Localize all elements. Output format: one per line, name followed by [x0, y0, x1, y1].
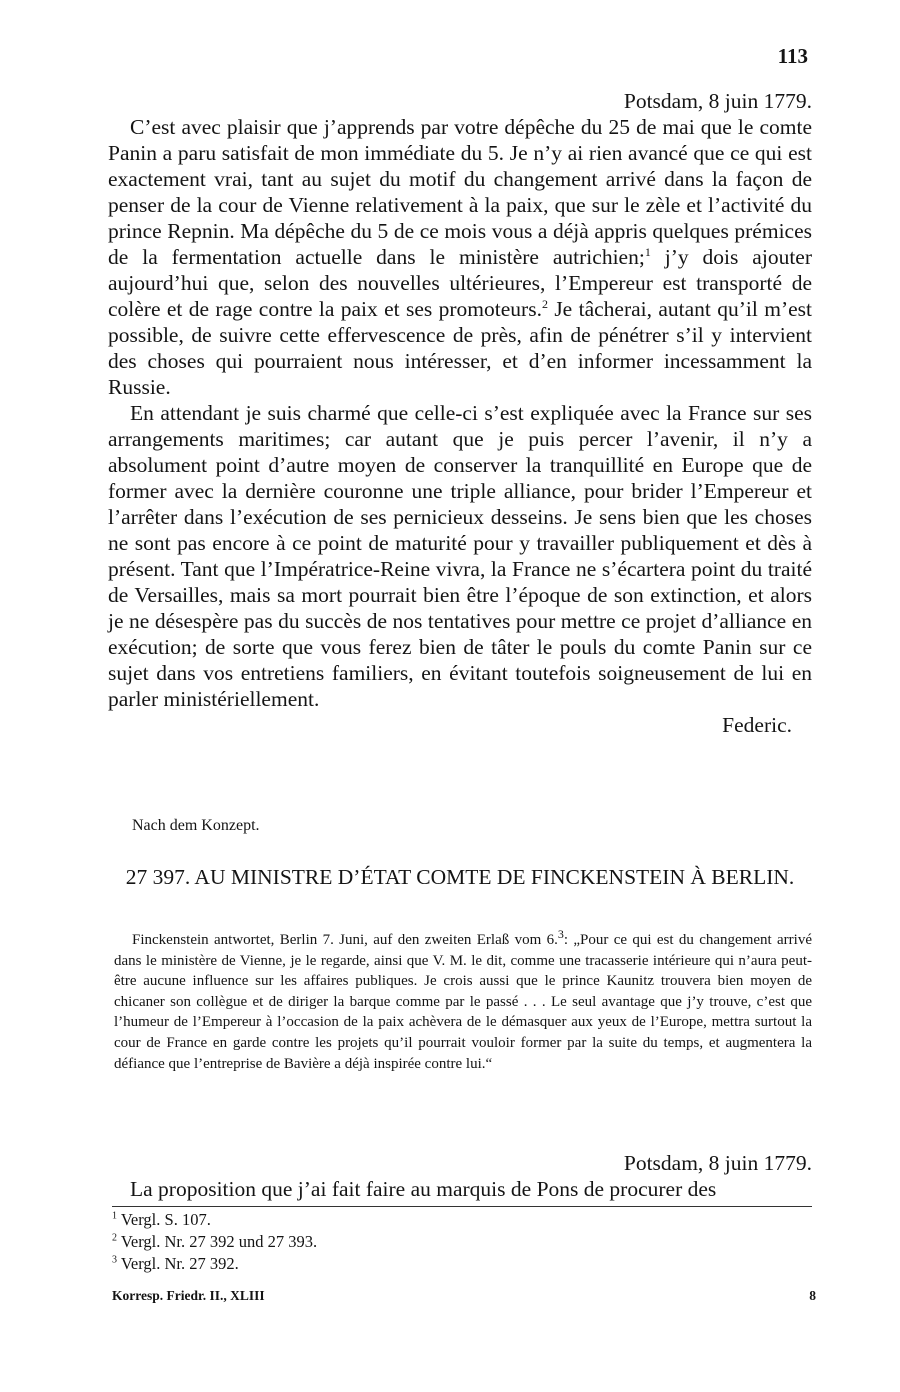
- source-note: Nach dem Konzept.: [132, 817, 260, 834]
- letter-one: [108, 88, 812, 738]
- letter-title: AU MINISTRE D’ÉTAT COMTE DE FINCKENSTEIN À BERLIN.: [194, 865, 795, 889]
- footnote-3: [112, 1253, 317, 1275]
- footnote-mark: 3: [112, 1254, 117, 1266]
- letter-number: 27 397.: [125, 865, 191, 889]
- letter-heading: [108, 864, 812, 890]
- footnote-text: Vergl. Nr. 27 392 und 27 393.: [120, 1232, 318, 1251]
- paragraph-text: C’est avec plaisir que j’apprends par votre dépêche du 25 de mai que le comte Panin a paru satisfait de mon immédiate du 5. Je n’y ai rien avancé que ce qui est exactement vrai, tant au sujet du motif du changement arrivé dans la façon de penser de la cour de Vienne relativement à la paix, que sur le zèle et l’activité du prince Repnin. Ma dépêche du 5 de ce mois vous a déjà appris quelques prémices de la fermentation actuelle dans le ministère autrichien;: [108, 115, 812, 269]
- footnote-ref-1: 1: [644, 244, 651, 259]
- letter-two-dateline: Potsdam, 8 juin 1779.: [623, 1151, 812, 1175]
- footnote-ref-2: 2: [541, 296, 548, 311]
- footnote-rule: [112, 1206, 812, 1207]
- page-number: 113: [777, 44, 808, 68]
- footnotes: [112, 1209, 317, 1275]
- letter-two-first-line: La proposition que j’ai fait faire au marquis de Pons de procurer des: [130, 1177, 717, 1201]
- summary-text: : „Pour ce qui est du changement arrivé dans le ministère de Vienne, je le regarde, ainsi que V. M. le dit, comme une tracasserie intérieure qui n’aura peut-être aucune influence sur les affaires publiques. Je crois aussi que le prince Kaunitz trouvera bien moyen de chicaner son collègue et de diriger la barque comme par le passé . . . Le seul avantage que j’y trouve, c’est que l’humeur de l’Empereur à l’occasion de la paix achèvera de le démasquer aux yeux de l’Europe, mettra surtout la cour de France en garde contre les projets qu’il pourrait vouloir former par la suite du temps, et augmentera la défiance que l’entreprise de Bavière a déjà inspirée contre lui.“: [114, 932, 812, 1072]
- footnote-mark: 1: [112, 1210, 117, 1222]
- footnote-text: Vergl. Nr. 27 392.: [120, 1254, 239, 1273]
- letter-two: [108, 1150, 812, 1202]
- footnote-1: [112, 1209, 317, 1231]
- footnote-2: [112, 1231, 317, 1253]
- footnote-ref-3: 3: [557, 927, 564, 941]
- footer-signature-mark: Korresp. Friedr. II., XLIII: [112, 1288, 265, 1303]
- signature: Federic.: [722, 713, 792, 737]
- summary-text: Finckenstein antwortet, Berlin 7. Juni, auf den zweiten Erlaß vom 6.: [132, 932, 558, 948]
- letter-one-paragraph-2: En attendant je suis charmé que celle-ci s’est expliquée avec la France sur ses arrangements maritimes; car autant que je puis percer l’avenir, il n’y a absolument point d’autre moyen de conserver la tranquillité en Europe que de former avec la dernière couronne une triple alliance, pour brider l’Empereur et l’arrêter dans l’exécution de ses pernicieux desseins. Je sens bien que les choses ne sont pas encore à ce point de maturité pour y travailler publiquement et dès à présent. Tant que l’Impératrice-Reine vivra, la France ne s’écartera point du traité de Versailles, mais sa mort pourrait bien être l’époque de son extinction, et alors je ne désespère pas du succès de nos tentatives pour mettre ce projet d’alliance en exécution; de sorte que vous ferez bien de tâter le pouls du comte Panin sur ce sujet dans vos entretiens familiers, en évitant toutefois soigneusement de lui en parler ministériellement.: [108, 401, 812, 711]
- footnote-mark: 2: [112, 1232, 117, 1244]
- footnote-text: Vergl. S. 107.: [120, 1210, 211, 1229]
- footer-sheet-number: 8: [809, 1288, 816, 1303]
- letter-one-dateline: Potsdam, 8 juin 1779.: [623, 89, 812, 113]
- paragraph-text: Je tâcherai, autant qu’il m’est possible, de suivre cette effervescence de près, afin de pénétrer s’il y intervient des choses qui pourraient nous intéresser, et d’en informer incessamment la Russie.: [108, 297, 812, 399]
- paragraph-text: j’y dois ajouter aujourd’hui que, selon des nouvelles ultérieures, l’Empereur est transporté de colère et de rage contre la paix et ses promoteurs.: [108, 245, 812, 321]
- letter-one-paragraph-1: [108, 114, 812, 400]
- editorial-summary: [114, 927, 812, 1074]
